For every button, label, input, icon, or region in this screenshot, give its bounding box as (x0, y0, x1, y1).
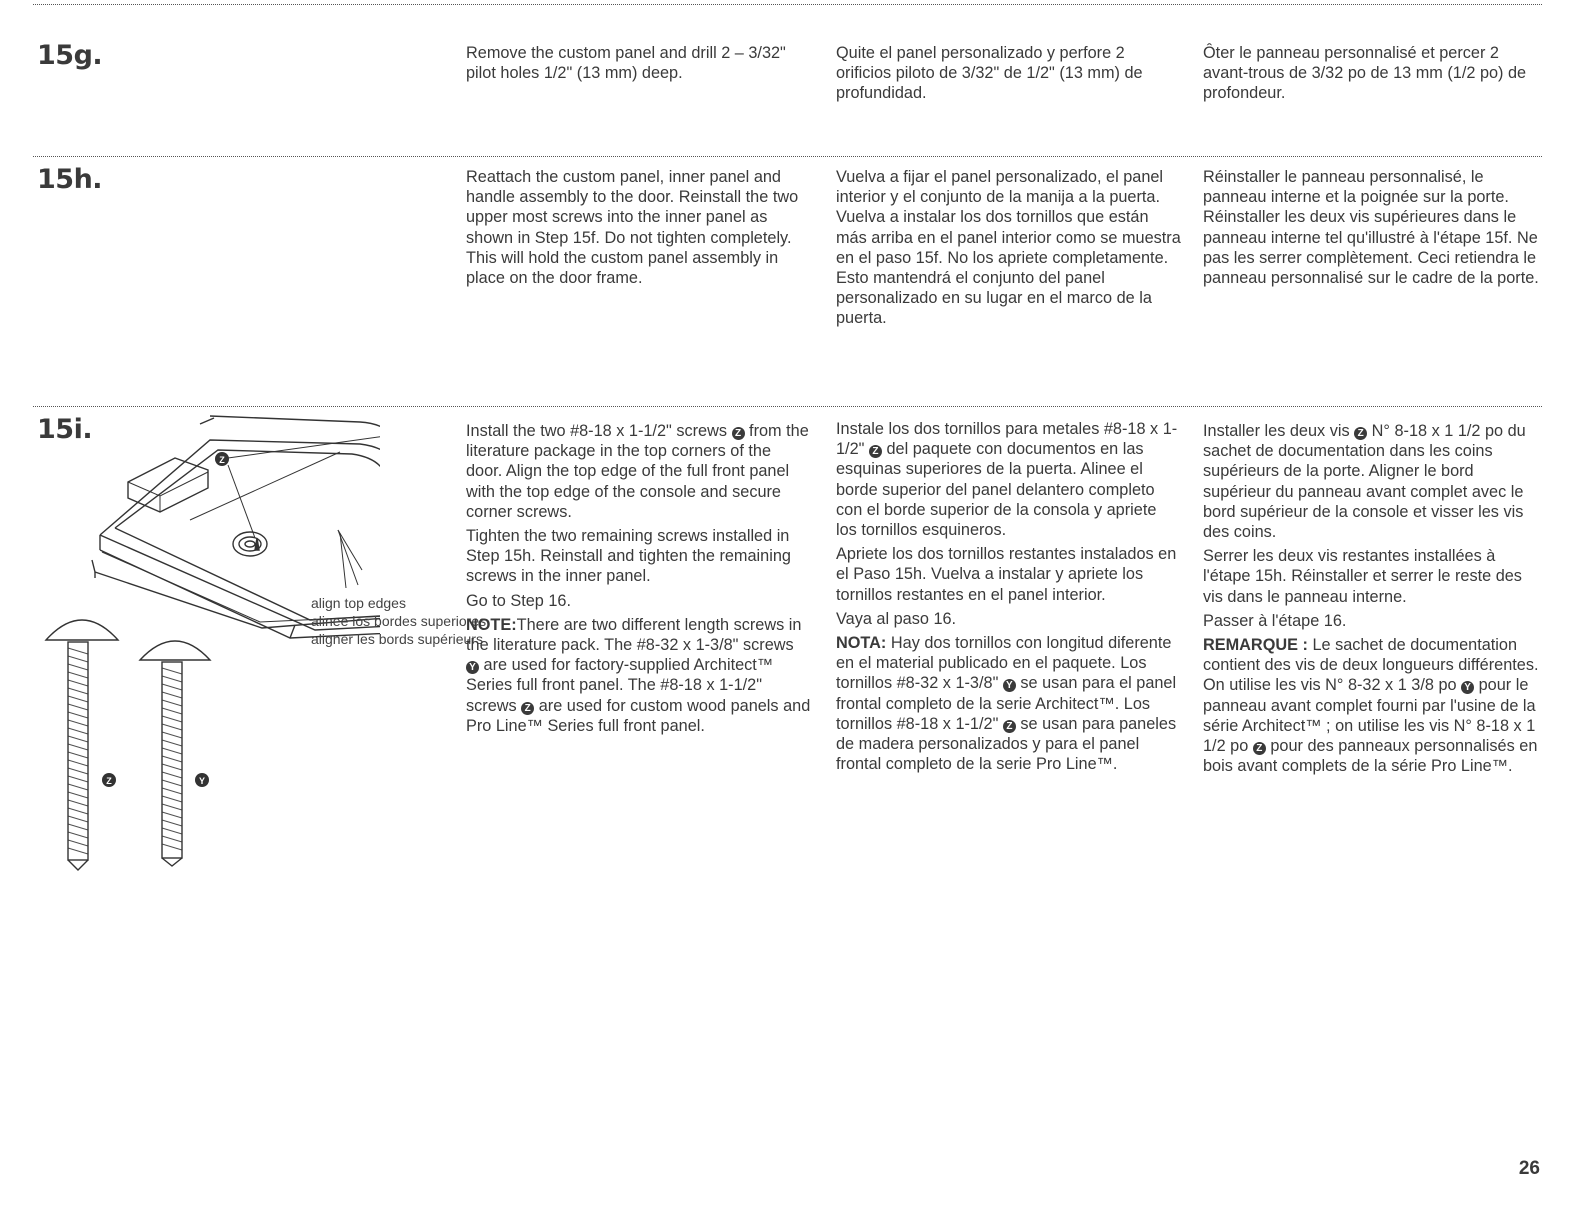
step-15i-en-note (466, 615, 811, 736)
step-15i-es-p3: Vaya al paso 16. (836, 609, 957, 628)
fr-p1b: N° 8-18 x 1 1/2 po du sachet de documentation dans les coins supérieurs de la porte. Aligner le bord supérieur du panneau avant complet avec le bord supérieur de la console et visser les vis des coins. (1203, 422, 1526, 542)
step-15i-es-note (836, 633, 1181, 774)
step-15i-en-p2: Tighten the two remaining screws installed in Step 15h. Reinstall and tighten the remaining screws in the inner panel. (466, 527, 791, 586)
callout-es: alinee los bordes superiores (311, 613, 487, 629)
note-label: REMARQUE : (1203, 636, 1308, 655)
screw-y-marker: Y (198, 776, 206, 786)
step-15g-fr-text: Ôter le panneau personnalisé et percer 2 avant-trous de 3/32 po de 13 mm (1/2 po) de profondeur. (1203, 44, 1527, 103)
step-15i-en (466, 421, 811, 740)
callout-fr: aligner les bords supérieurs (311, 631, 483, 647)
figure-marker-z: Z (219, 455, 225, 465)
step-15i-label: 15i. (37, 414, 93, 445)
divider-15i (33, 406, 1542, 407)
screw-z-ref: Z (521, 702, 534, 715)
step-15h-es-text: Vuelva a fijar el panel personalizado, el panel interior y el conjunto de la manija a la puerta. Vuelva a instalar los dos tornillos que están más arriba en el panel interior como se muestra en el paso 15f. No los apriete completamente. Esto mantendrá el conjunto del panel personalizado en su lugar en el marco de la puerta. (836, 168, 1181, 328)
step-15g-fr (1203, 43, 1543, 108)
step-15h-en (466, 167, 811, 292)
fr-note-b: pour le panneau avant complet fourni par l'usine de la série Architect™ ; on utilise les vis N° 8-18 x 1 1/2 po (1203, 676, 1536, 756)
screw-z-illustration (46, 620, 118, 870)
step-15h-fr-text: Réinstaller le panneau personnalisé, le panneau interne et la poignée sur la porte. Réinstaller les deux vis supérieures dans le panneau interne tel qu'illustré à l'étape 15f. Ne pas les serrer complètement. Ceci retiendra le panneau personnalisé sur le cadre de la porte. (1203, 168, 1539, 288)
screw-y-ref: Y (1461, 681, 1474, 694)
screw-z-ref: Z (1354, 427, 1367, 440)
step-15i-fr-p2: Serrer les deux vis restantes installées à l'étape 15h. Réinstaller et serrer le reste des vis dans le panneau interne. (1203, 547, 1522, 606)
step-15i-fr-note (1203, 635, 1543, 776)
callout-en: align top edges (311, 595, 406, 611)
step-15i-es (836, 419, 1181, 778)
step-15g-label: 15g. (37, 40, 103, 71)
step-15i-fr-p1 (1203, 421, 1543, 542)
step-15i-fr-p3: Passer à l'étape 16. (1203, 611, 1347, 630)
step-15g-es (836, 43, 1181, 108)
screw-z-ref: Z (1253, 742, 1266, 755)
screw-z-ref: Z (1003, 720, 1016, 733)
screw-y-ref: Y (1003, 679, 1016, 692)
es-p1b: del paquete con documentos en las esquinas superiores de la puerta. Alinee el borde superior del panel delantero completo con el borde superior de la consola y apriete los tornillos esquineros. (836, 440, 1157, 540)
step-15i-es-p2: Apriete los dos tornillos restantes instalados en el Paso 15h. Vuelva a instalar y apriete los tornillos restantes en el panel interior. (836, 545, 1177, 604)
step-15g-en (466, 43, 811, 87)
fr-note-a: Le sachet de documentation contient des vis de deux longueurs différentes. On utilise les vis N° 8-32 x 1 3/8 po (1203, 636, 1539, 695)
divider-top (33, 4, 1542, 5)
en-p1b: from the literature package in the top corners of the door. Align the top edge of the full front panel with the top edge of the console and secure corner screws. (466, 422, 809, 521)
es-note-a: Hay dos tornillos con longitud diferente en el material publicado en el paquete. Los tornillos #8-32 x 1-3/8" (836, 634, 1172, 693)
step-15h-label: 15h. (37, 164, 103, 195)
es-note-b: se usan para el panel frontal completo de la serie Architect™. Los tornillos #8-18 x 1-1/2" (836, 674, 1177, 733)
en-note-a: There are two different length screws in the literature pack. The #8-32 x 1-3/8" screws (466, 615, 802, 655)
step-15i-fr (1203, 421, 1543, 780)
fr-note-c: pour des panneaux personnalisés en bois avant complets de la série Pro Line™. (1203, 737, 1538, 776)
en-note-b: are used for factory-supplied Architect™ Series full front panel. The #8-18 x 1-1/2" screws (466, 656, 774, 715)
es-note-c: se usan para paneles de madera personalizados y para el panel frontal completo de la serie Pro Line™. (836, 714, 1177, 774)
step-15g-en-text: Remove the custom panel and drill 2 – 3/32" pilot holes 1/2" (13 mm) deep. (466, 44, 786, 83)
page-number: 26 (1518, 1158, 1540, 1179)
screw-z-marker: Z (106, 776, 112, 786)
en-p1a: Install the two #8-18 x 1-1/2" screws (466, 422, 727, 440)
step-15i-en-p3: Go to Step 16. (466, 591, 571, 610)
es-p1a: Instale los dos tornillos para metales #8-18 x 1-1/2" (836, 420, 1178, 459)
note-label: NOTE: (466, 615, 517, 634)
note-label: NOTA: (836, 634, 887, 653)
fr-p1a: Installer les deux vis (1203, 422, 1350, 440)
step-15i-es-p1 (836, 419, 1181, 540)
step-15h-es (836, 167, 1181, 333)
en-note-c: are used for custom wood panels and Pro Line™ Series full front panel. (466, 696, 811, 735)
screw-y-ref: Y (466, 661, 479, 674)
step-15h-fr (1203, 167, 1543, 292)
step-15i-en-p1 (466, 421, 811, 522)
figure-callout-align-top-edges (311, 594, 486, 648)
screw-z-ref: Z (869, 445, 882, 458)
step-15g-es-text: Quite el panel personalizado y perfore 2 orificios piloto de 3/32" de 1/2" (13 mm) de profundidad. (836, 44, 1143, 103)
step-15h-en-text: Reattach the custom panel, inner panel and handle assembly to the door. Reinstall the two upper most screws into the inner panel as shown in Step 15f. Do not tighten completely. This will hold the custom panel assembly in place on the door frame. (466, 168, 799, 288)
divider-15h (33, 156, 1542, 157)
screw-z-ref: Z (732, 427, 745, 440)
